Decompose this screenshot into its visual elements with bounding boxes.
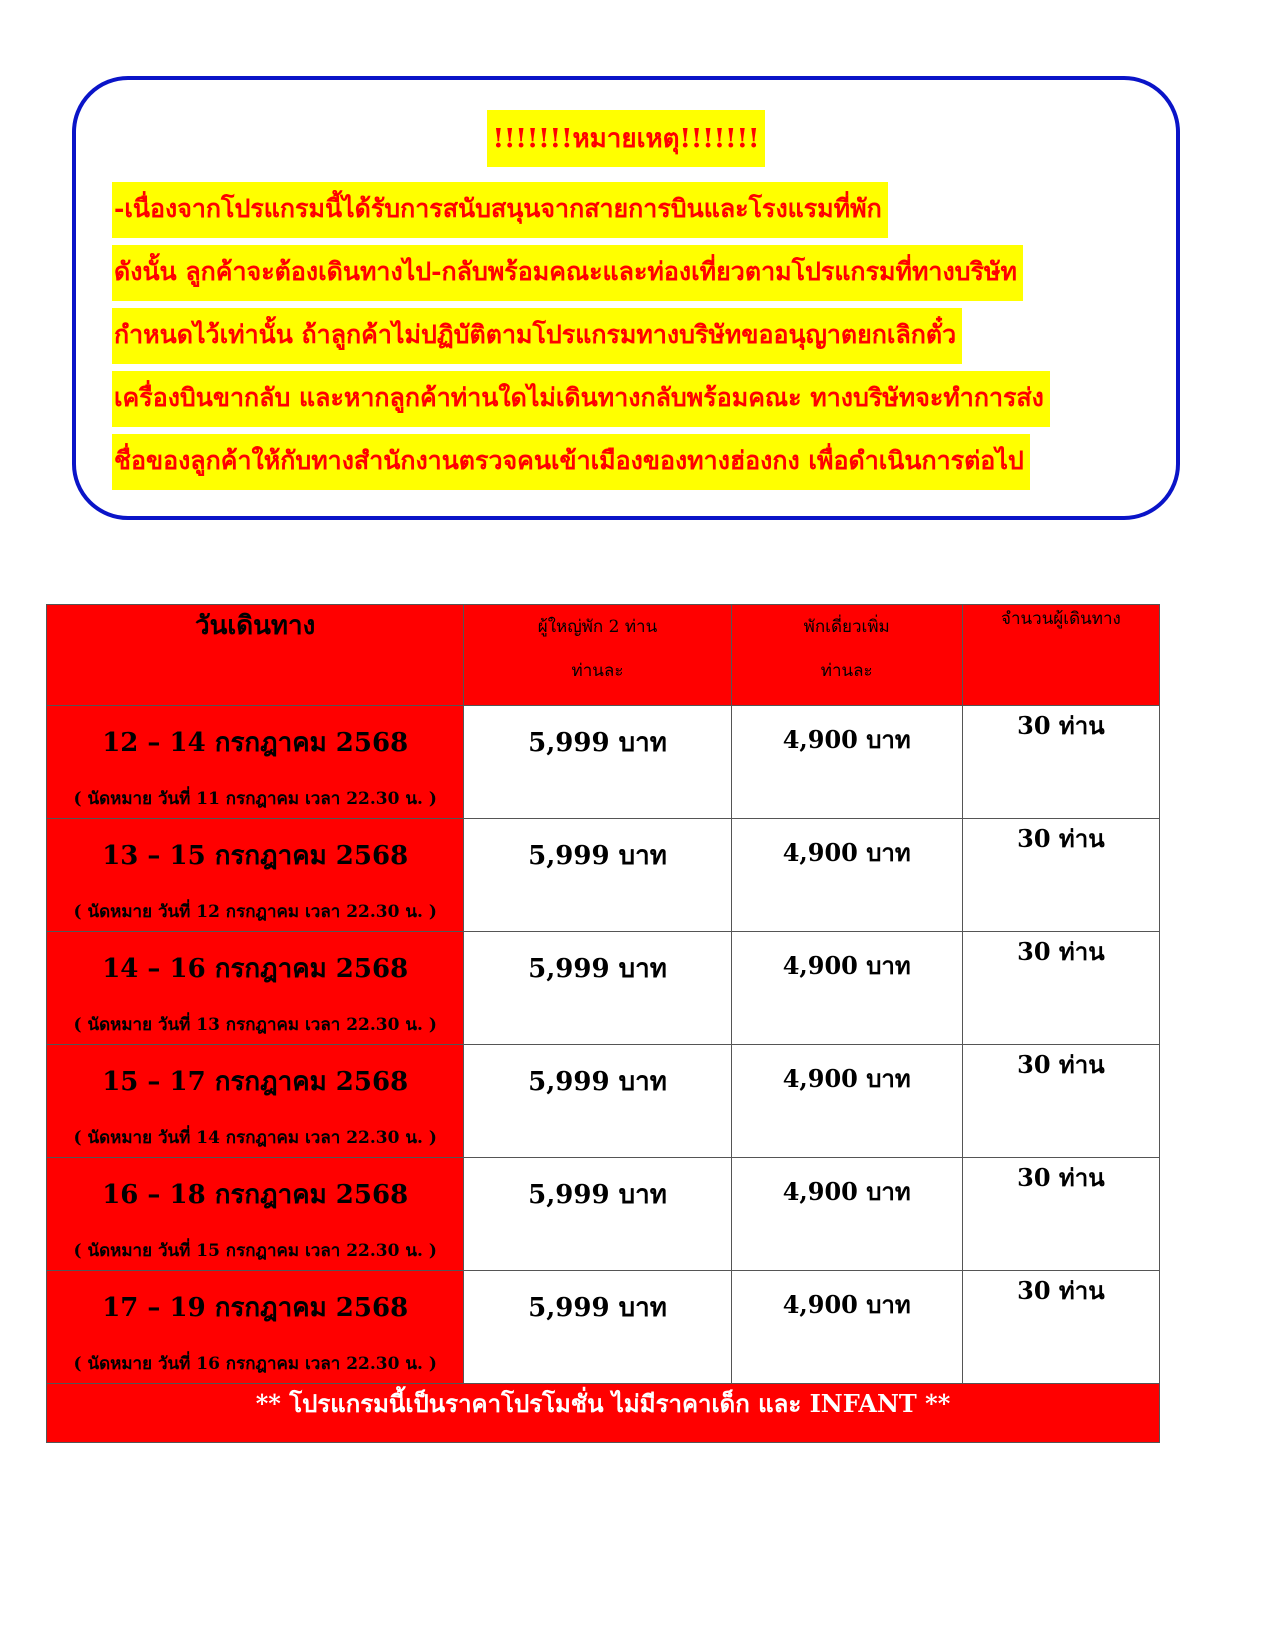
notice-line: -เนื่องจากโปรแกรมนี้ได้รับการสนับสนุนจากสายการบินและโรงแรมที่พัก xyxy=(112,182,888,238)
notice-lines xyxy=(112,182,1050,497)
table-row xyxy=(47,1158,1160,1271)
date-cell xyxy=(47,706,464,819)
meeting-time: ( นัดหมาย วันที่ 16 กรกฎาคม เวลา 22.30 น. ) xyxy=(73,1354,437,1374)
promo-note: ** โปรแกรมนี้เป็นราคาโปรโมชั่น ไม่มีราคาเด็ก และ INFANT ** xyxy=(47,1384,1160,1443)
seats-cell: 30 ท่าน xyxy=(962,932,1159,1045)
table-row xyxy=(47,1045,1160,1158)
table-row xyxy=(47,706,1160,819)
date-cell xyxy=(47,932,464,1045)
travel-date: 12 – 14 กรกฎาคม 2568 xyxy=(102,728,409,758)
travel-date: 17 – 19 กรกฎาคม 2568 xyxy=(102,1293,409,1323)
price-table xyxy=(46,604,1160,1443)
notice-line: ดังนั้น ลูกค้าจะต้องเดินทางไป-กลับพร้อมคณะและท่องเที่ยวตามโปรแกรมที่ทางบริษัท xyxy=(112,245,1023,301)
single-supplement-cell xyxy=(731,932,962,1045)
adult-price-cell xyxy=(464,932,731,1045)
table-row xyxy=(47,1271,1160,1384)
adult-price-cell xyxy=(464,1158,731,1271)
meeting-time: ( นัดหมาย วันที่ 14 กรกฎาคม เวลา 22.30 น. ) xyxy=(73,1128,437,1148)
header-seats-label: จำนวนผู้เดินทาง xyxy=(1001,609,1121,629)
notice-line: เครื่องบินขากลับ และหากลูกค้าท่านใดไม่เดินทางกลับพร้อมคณะ ทางบริษัทจะทำการส่ง xyxy=(112,371,1050,427)
travel-date: 14 – 16 กรกฎาคม 2568 xyxy=(102,954,409,984)
single-supplement: 4,900 บาท xyxy=(782,951,911,980)
adult-price: 5,999 บาท xyxy=(528,954,667,984)
date-cell xyxy=(47,819,464,932)
single-supplement-cell xyxy=(731,706,962,819)
header-date xyxy=(47,605,464,706)
date-cell xyxy=(47,1158,464,1271)
header-single-line2: ท่านละ xyxy=(820,661,873,681)
single-supplement: 4,900 บาท xyxy=(782,1177,911,1206)
meeting-time: ( นัดหมาย วันที่ 12 กรกฎาคม เวลา 22.30 น. ) xyxy=(73,902,437,922)
notice-title-wrap xyxy=(76,110,1176,167)
notice-box xyxy=(72,76,1180,520)
adult-price: 5,999 บาท xyxy=(528,841,667,871)
meeting-time: ( นัดหมาย วันที่ 11 กรกฎาคม เวลา 22.30 น. ) xyxy=(73,789,437,809)
header-adult-line2: ท่านละ xyxy=(571,661,624,681)
adult-price: 5,999 บาท xyxy=(528,1293,667,1323)
travel-date: 15 – 17 กรกฎาคม 2568 xyxy=(102,1067,409,1097)
table-row xyxy=(47,819,1160,932)
travel-date: 13 – 15 กรกฎาคม 2568 xyxy=(102,841,409,871)
single-supplement: 4,900 บาท xyxy=(782,838,911,867)
header-date-label: วันเดินทาง xyxy=(195,611,316,641)
adult-price-cell xyxy=(464,819,731,932)
header-single-supplement xyxy=(731,605,962,706)
single-supplement: 4,900 บาท xyxy=(782,1290,911,1319)
notice-title: !!!!!!!หมายเหตุ!!!!!!! xyxy=(487,110,766,167)
seats-cell: 30 ท่าน xyxy=(962,1271,1159,1384)
header-single-line1: พักเดี่ยวเพิ่ม xyxy=(803,617,890,637)
header-adult-price xyxy=(464,605,731,706)
notice-line: กำหนดไว้เท่านั้น ถ้าลูกค้าไม่ปฏิบัติตามโปรแกรมทางบริษัทขออนุญาตยกเลิกตั๋ว xyxy=(112,308,962,364)
seats-cell: 30 ท่าน xyxy=(962,819,1159,932)
seats-cell: 30 ท่าน xyxy=(962,1158,1159,1271)
adult-price-cell xyxy=(464,1271,731,1384)
table-header-row xyxy=(47,605,1160,706)
single-supplement: 4,900 บาท xyxy=(782,1064,911,1093)
date-cell xyxy=(47,1045,464,1158)
table-footer-row xyxy=(47,1384,1160,1443)
adult-price-cell xyxy=(464,1045,731,1158)
header-adult-line1: ผู้ใหญ่พัก 2 ท่าน xyxy=(537,617,658,637)
meeting-time: ( นัดหมาย วันที่ 13 กรกฎาคม เวลา 22.30 น. ) xyxy=(73,1015,437,1035)
single-supplement-cell xyxy=(731,1158,962,1271)
adult-price: 5,999 บาท xyxy=(528,1180,667,1210)
single-supplement: 4,900 บาท xyxy=(782,725,911,754)
single-supplement-cell xyxy=(731,1271,962,1384)
single-supplement-cell xyxy=(731,819,962,932)
travel-date: 16 – 18 กรกฎาคม 2568 xyxy=(102,1180,409,1210)
single-supplement-cell xyxy=(731,1045,962,1158)
header-seats xyxy=(962,605,1159,706)
notice-line: ชื่อของลูกค้าให้กับทางสำนักงานตรวจคนเข้าเมืองของทางฮ่องกง เพื่อดำเนินการต่อไป xyxy=(112,434,1030,490)
seats-cell: 30 ท่าน xyxy=(962,706,1159,819)
date-cell xyxy=(47,1271,464,1384)
adult-price-cell xyxy=(464,706,731,819)
meeting-time: ( นัดหมาย วันที่ 15 กรกฎาคม เวลา 22.30 น. ) xyxy=(73,1241,437,1261)
adult-price: 5,999 บาท xyxy=(528,728,667,758)
table-row xyxy=(47,932,1160,1045)
seats-cell: 30 ท่าน xyxy=(962,1045,1159,1158)
adult-price: 5,999 บาท xyxy=(528,1067,667,1097)
